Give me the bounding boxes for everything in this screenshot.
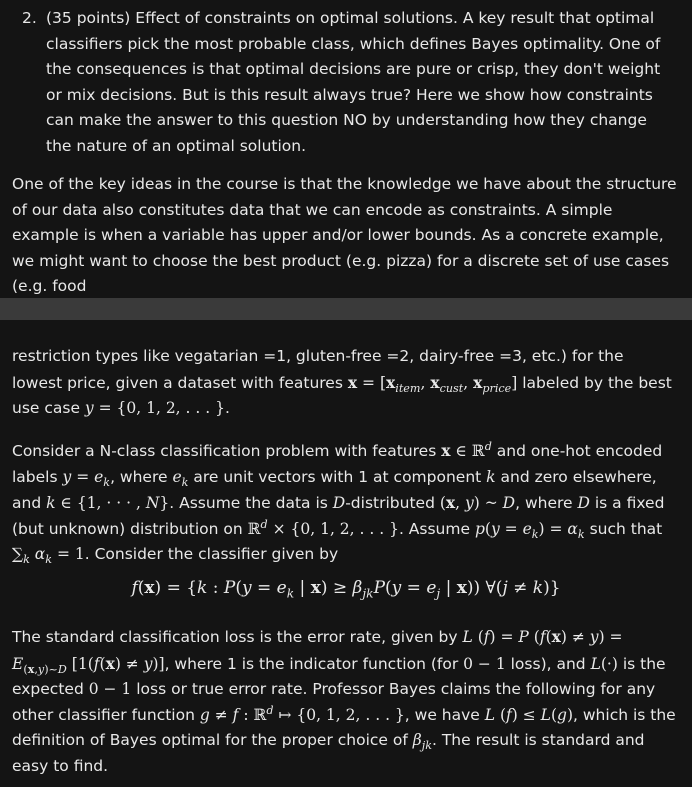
document-bottom-panel xyxy=(0,320,692,787)
paragraph-classification-setup: Consider a N-class classification problem with features x ∈ ℝ$^d$ and one-hot encoded labels $y = e_k$, where $e_k$ are unit vectors with 1 at component k and zero elsewhere, and k ∈ {1, · · · , N}. Assume the data is D-distributed (x, y) ~ D, where D is a fixed (but unknown) distribution on ℝ$^d$ × {0, 1, 2, . . . }. Assume $p(y = e_k) = \alpha_k$ such that $\sum_k$ $\alpha_k = 1$. Consider the classifier given by xyxy=(12,439,665,567)
question-block xyxy=(22,6,672,159)
math-label-set: y = {0, 1, 2, . . . } xyxy=(84,399,225,417)
math-features: $x = [x_{item}$, $x_{cust}$, $x_{price}$] xyxy=(347,372,518,395)
question-number: 2. xyxy=(22,9,37,27)
paragraph-loss: The standard classification loss is the error rate, given by L (f) = P $(f(x) \ne y) = E_{(x,y)\sim D}$ [1(f(x) ≠ y)], where 1 is the indicator function (for 0 − 1 loss), and L(·) is the expected 0 − 1 loss or true error rate. Professor Bayes claims the following for any other classifier function g ≠ f : ℝ$^d$ ↦ {0, 1, 2, . . . }, we have L (f) ≤ L(g), which is the definition of Bayes optimal for the proper choice of $\beta_{jk}$. The result is standard and easy to find. xyxy=(12,627,676,775)
document-top-panel xyxy=(0,0,692,298)
page-divider xyxy=(0,298,692,320)
classifier-equation: f(x) = {k : $P(y = e_k$ | $x) \ge \beta_{jk}P(y = e_j$ | x)) ∀(j ≠ k)} xyxy=(131,578,561,601)
paragraph-dataset: restriction types like vegatarian =1, gluten-free =2, dairy-free =3, etc.) for the lowest price, given a dataset with features $x = [x_{item}$, $x_{cust}$, $x_{price}$] labeled by the best use case y = {0, 1, 2, . . . }. xyxy=(12,347,672,417)
paragraph-constraints-intro: One of the key ideas in the course is that the knowledge we have about the structure of our data also constitutes data that we can encode as constraints. A simple example is when a variable has upper and/or lower bounds. As a concrete example, we might want to choose the best product (e.g. pizza) for a discrete set of use cases (e.g. food xyxy=(12,175,677,295)
question-text: (35 points) Effect of constraints on optimal solutions. A key result that optimal classifiers pick the most probable class, which defines Bayes optimality. One of the consequences is that optimal decisions are pure or crisp, they don't weight or mix decisions. But is this result always true? Here we show how constraints can make the answer to this question NO by understanding how they change the nature of an optimal solution. xyxy=(46,9,661,155)
